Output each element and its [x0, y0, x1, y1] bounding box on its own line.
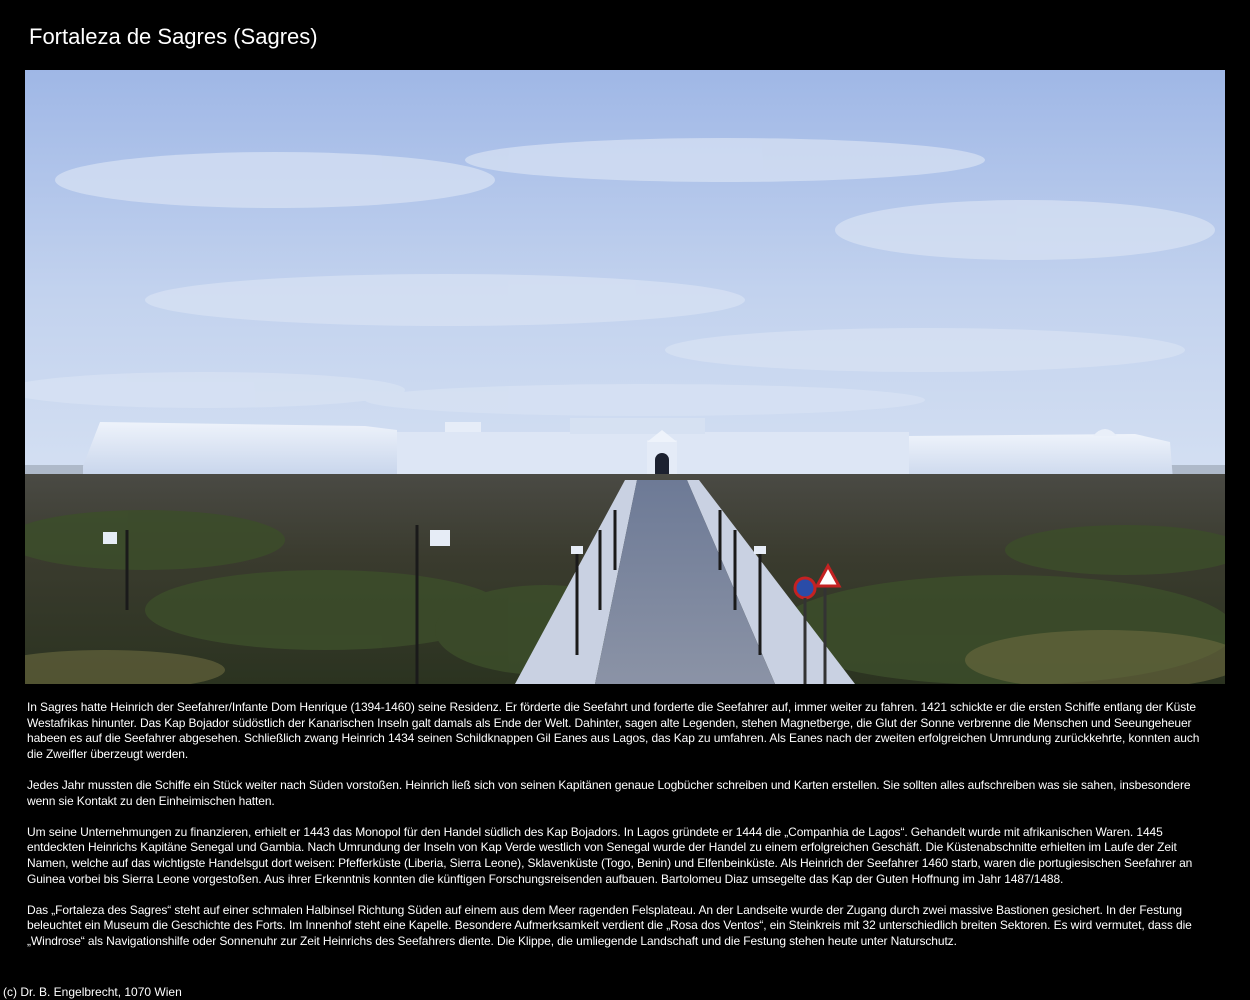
page-title: Fortaleza de Sagres (Sagres)	[29, 24, 318, 49]
fortress-photo-illustration	[25, 70, 1225, 684]
paragraph-fortress: Das „Fortaleza des Sagres“ steht auf einer schmalen Halbinsel Richtung Süden auf einem aus dem Meer ragenden Felsplateau. An der Landseite wurde der Zugang durch zwei massive Bastionen gesichert. In der Festung beleuchtet ein Museum die Geschichte des Forts. Im Innenhof steht eine Kapelle. Besondere Aufmerksamkeit verdient die „Rosa dos Ventos“, ein Steinkreis mit 32 unterschiedlich breiten Sektoren. Es wird vermutet, dass die „Windrose“ als Navigationshilfe oder Sonnenuhr zur Zeit Heinrichs des Seefahrers diente. Die Klippe, die umliegende Landschaft und die Festung stehen heute unter Naturschutz.	[27, 902, 1192, 948]
paragraph-logbooks: Jedes Jahr mussten die Schiffe ein Stück weiter nach Süden vorstoßen. Heinrich ließ sich von seinen Kapitänen genaue Logbücher schreiben und Karten erstellen. Sie sollten alles aufschreiben was sie sahen, insbesondere wenn sie Kontakt zu den Einheimischen hatten.	[27, 777, 1191, 808]
article-text	[27, 700, 1217, 965]
fortress-photo	[25, 70, 1225, 684]
paragraph-residence: In Sagres hatte Heinrich der Seefahrer/Infante Dom Henrique (1394-1460) seine Residenz. Er förderte die Seefahrt und forderte die Seefahrer auf, immer weiter zu fahren. 1421 schickte er die ersten Schiffe entlang der Küste Westafrikas hinunter. Das Kap Bojador südöstlich der Kanarischen Inseln galt damals als Ende der Welt. Dahinter, sagen alte Legenden, stehen Magnetberge, die Glut der Sonne verbrenne die Menschen und Seeungeheuer habeen es auf die Seefahrer abgesehen. Schließlich zwang Heinrich 1434 seinen Schildknappen Gil Eanes aus Lagos, das Kap zu umfahren. Als Eanes nach der zweiten erfolgreichen Umrundung zurückkehrte, konnten auch die Zweifler überzeugt werden.	[27, 700, 1200, 761]
paragraph-trade: Um seine Unternehmungen zu finanzieren, erhielt er 1443 das Monopol für den Handel südlich des Kap Bojadors. In Lagos gründete er 1444 die „Companhia de Lagos“. Gehandelt wurde mit afrikanischen Waren. 1445 entdeckten Heinrichs Kapitäne Senegal und Gambia. Nach Umrundung der Inseln von Kap Verde westlich von Senegal wurde der Handel zu einem erfolgreichen Geschäft. Die Küstenabschnitte erhielten im Laufe der Zeit Namen, welche auf das wichtigste Handelsgut dort weisen: Pfefferküste (Liberia, Sierra Leone), Sklavenküste (Togo, Benin) und Elfenbeinküste. Als Heinrich der Seefahrer 1460 starb, waren die portugiesischen Seefahrer an Guinea vorbei bis Sierra Leone vorgestoßen. Aus ihrer Erkenntnis konnten die künftigen Forschungsreisenden aufbauen. Bartolomeu Diaz umsegelte das Kap der Guten Hoffnung im Jahr 1487/1488.	[27, 824, 1193, 886]
copyright-footer: (c) Dr. B. Engelbrecht, 1070 Wien	[3, 985, 182, 999]
